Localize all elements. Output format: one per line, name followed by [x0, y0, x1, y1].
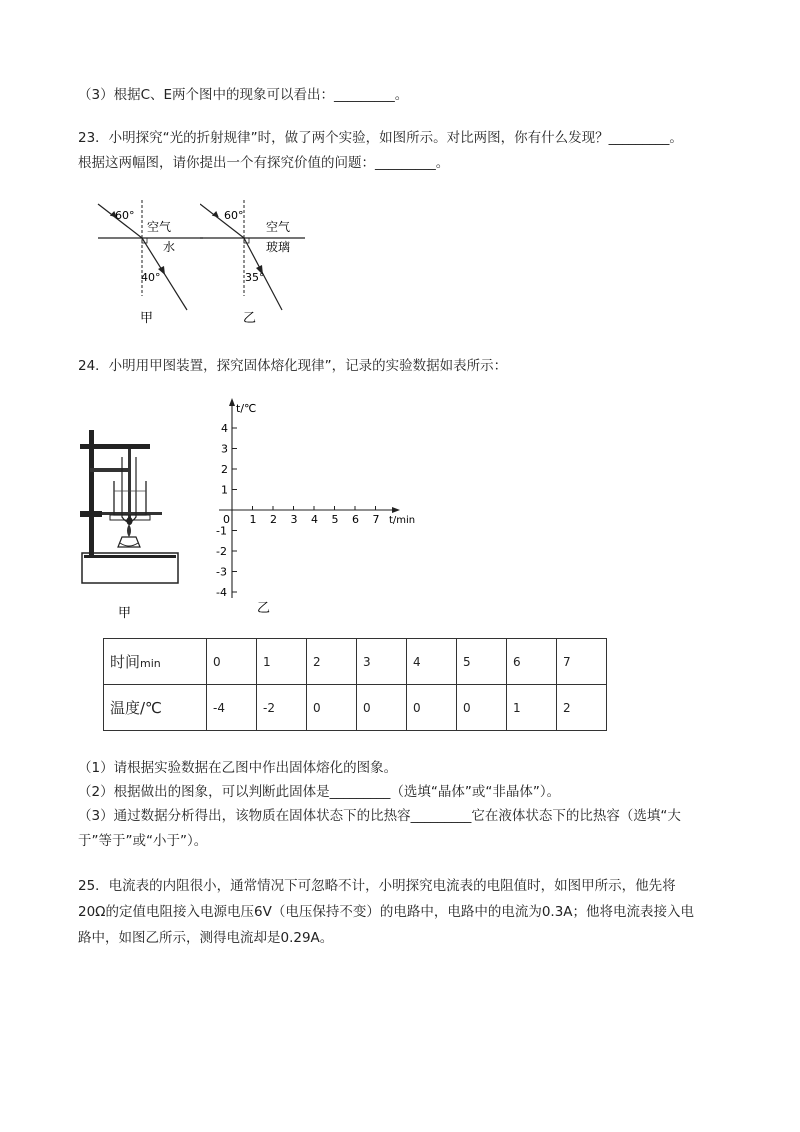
table-cell: 0	[457, 685, 507, 731]
table-cell: 1	[507, 685, 557, 731]
y-tick-label: 3	[221, 442, 228, 456]
x-tick-label: 3	[290, 513, 298, 526]
x-tick-label: 0	[223, 513, 230, 526]
table-cell: 1	[257, 639, 307, 685]
medium-upper-label: 空气	[147, 220, 172, 234]
table-header-time: 时间min	[104, 639, 207, 685]
table-cell: 2	[557, 685, 607, 731]
refraction-figure-yi	[200, 198, 310, 328]
table-cell: 7	[557, 639, 607, 685]
table-header-temp: 温度/℃	[104, 685, 207, 731]
refract-angle-label: 40°	[141, 271, 161, 284]
q23-line1: 23．小明探究“光的折射规律”时，做了两个实验，如图所示。对比两图，你有什么发现？_________。	[78, 130, 683, 146]
q24-question-2: （2）根据做出的图象，可以判断此固体是_________（选填“晶体”或“非晶体”）。	[78, 784, 561, 800]
medium-lower-label: 玻璃	[266, 240, 291, 254]
y-axis-arrow	[229, 398, 235, 406]
table-cell: 0	[407, 685, 457, 731]
table-cell: -4	[207, 685, 257, 731]
table-row	[104, 685, 607, 731]
table-cell: 5	[457, 639, 507, 685]
q23-line2: 根据这两幅图，请你提出一个有探究价值的问题：_________。	[78, 155, 450, 171]
temperature-graph	[205, 395, 430, 620]
x-axis-arrow	[392, 507, 400, 513]
incident-angle-label: 60°	[115, 209, 135, 222]
medium-lower-label: 水	[163, 240, 176, 254]
q25-line2: 20Ω的定值电阻接入电源电压6V（电压保持不变）的电路中，电路中的电流为0.3A；他将电流表接入电	[78, 904, 695, 920]
table-cell: 3	[357, 639, 407, 685]
table-cell: -2	[257, 685, 307, 731]
q25-line1: 25．电流表的内阻很小，通常情况下可忽略不计，小明探究电流表的电阻值时，如图甲所示，他先将	[78, 878, 676, 894]
incident-angle-label: 60°	[224, 209, 244, 222]
y-tick-label: -2	[216, 545, 227, 558]
y-tick-label: -4	[216, 586, 227, 599]
figure-caption: 乙	[243, 311, 257, 326]
medium-upper-label: 空气	[266, 220, 291, 234]
refract-angle-label: 35°	[245, 271, 265, 284]
figure-caption: 甲	[140, 311, 154, 326]
x-tick-label: 4	[311, 513, 318, 526]
table-row	[104, 639, 607, 685]
x-tick-label: 5	[331, 513, 339, 526]
y-tick-label: 2	[221, 463, 228, 476]
x-tick-label: 2	[270, 513, 277, 526]
x-tick-label: 7	[372, 513, 380, 526]
q24-question-3-line1: （3）通过数据分析得出，该物质在固体状态下的比热容_________它在液体状态下的比热容（选填“大	[78, 808, 681, 824]
x-axis-label: t/min	[389, 515, 416, 526]
data-table	[103, 638, 607, 731]
q24-question-1: （1）请根据实验数据在乙图中作出固体熔化的图象。	[78, 760, 398, 776]
q25-line3: 路中，如图乙所示，测得电流却是0.29A。	[78, 930, 334, 946]
table-cell: 6	[507, 639, 557, 685]
q22-part3: （3）根据C、E两个图中的现象可以看出：_________。	[78, 87, 409, 103]
melting-apparatus-figure	[76, 425, 186, 620]
q24-intro: 24．小明用甲图装置，探究固体熔化现律”，记录的实验数据如表所示：	[78, 358, 508, 374]
table-cell: 0	[307, 685, 357, 731]
graph-caption: 乙	[257, 601, 271, 616]
table-cell: 4	[407, 639, 457, 685]
q24-question-3-line2: 于”等于”或“小于”）。	[78, 833, 208, 849]
table-cell: 2	[307, 639, 357, 685]
x-tick-label: 1	[249, 513, 257, 526]
y-tick-label: -3	[216, 565, 227, 579]
apparatus-caption: 甲	[118, 606, 132, 620]
y-axis-label: t/℃	[236, 402, 257, 415]
y-tick-label: 1	[221, 483, 228, 497]
refraction-figure-jia	[95, 198, 205, 328]
table-cell: 0	[357, 685, 407, 731]
table-cell: 0	[207, 639, 257, 685]
y-tick-label: -1	[216, 524, 227, 538]
x-tick-label: 6	[352, 513, 359, 526]
y-tick-label: 4	[221, 422, 228, 435]
